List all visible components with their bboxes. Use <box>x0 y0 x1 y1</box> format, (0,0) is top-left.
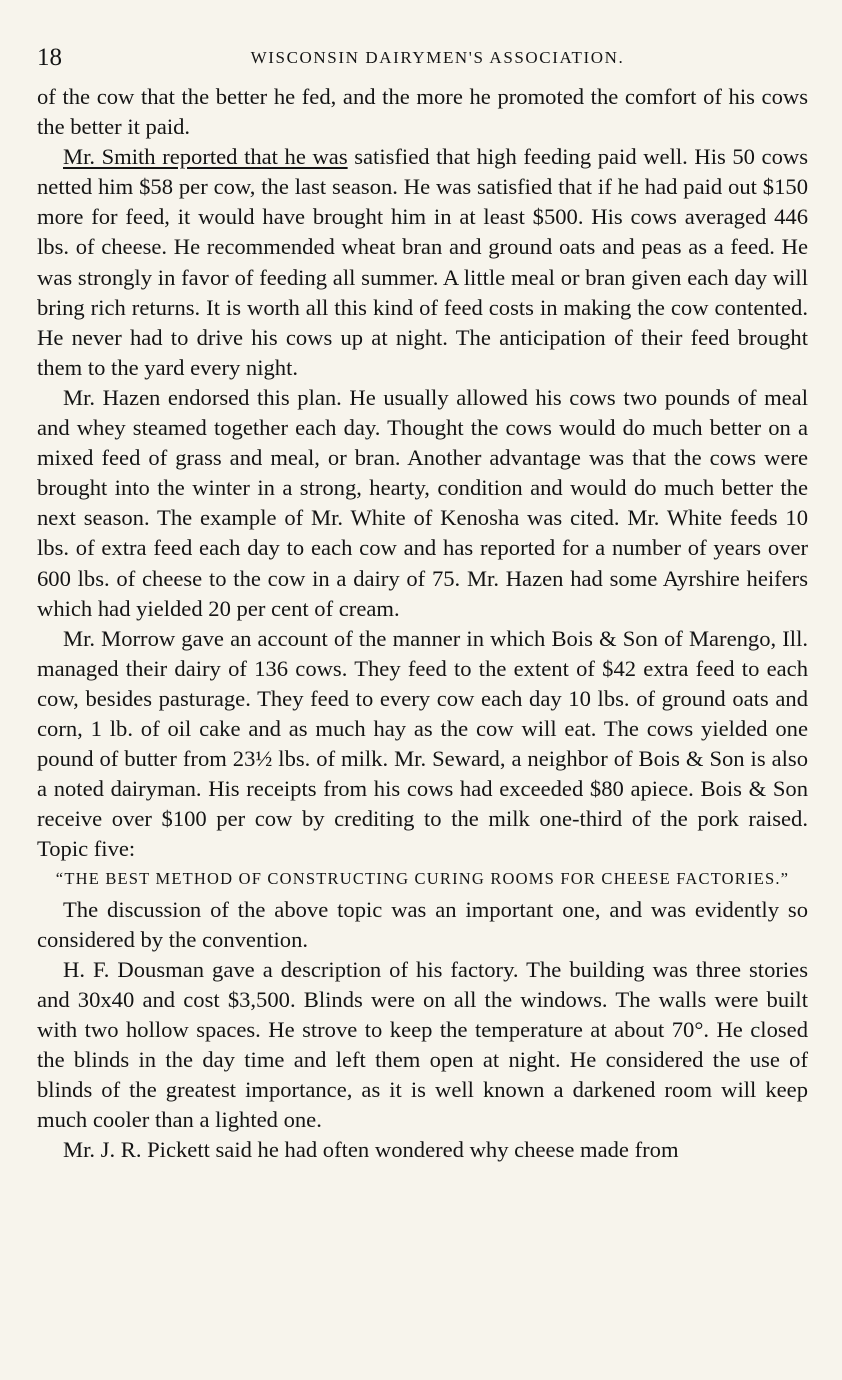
paragraph-dousman: H. F. Dousman gave a description of his factory. The building was three stories and 30x40 and cost $3,500. Blinds were on all the windows. The walls were built with two hollow spaces. He strove to keep the temperature at about 70°. He closed the blinds in the day time and left them open at night. He considered the use of blinds of the greatest importance, as it is well known a darkened room will keep much cooler than a lighted one. <box>37 956 808 1133</box>
paragraph-morrow: Mr. Morrow gave an account of the manner in which Bois & Son of Marengo, Ill. managed their dairy of 136 cows. They feed to the extent of $42 extra feed to each cow, besides pasturage. They feed to every cow each day 10 lbs. of ground oats and corn, 1 lb. of oil cake and as much hay as the cow will eat. The cows yielded one pound of butter from 23½ lbs. of milk. Mr. Seward, a neighbor of Bois & Son is also a noted dairyman. His receipts from his cows had exceeded $80 apiece. Bois & Son receive over $100 per cow by crediting to the milk one-third of the pork raised. Topic five: <box>37 625 808 862</box>
paragraph-continued: of the cow that the better he fed, and the more he promoted the comfort of his cows the better it paid. <box>37 84 808 140</box>
paragraph-discussion: The discussion of the above topic was an important one, and was evidently so considered by the convention. <box>37 896 808 952</box>
topic-heading: “THE BEST METHOD OF CONSTRUCTING CURING ROOMS FOR CHEESE FACTORIES.” <box>55 869 790 889</box>
paragraph-pickett: Mr. J. R. Pickett said he had often wondered why cheese made from <box>63 1137 679 1163</box>
underlined-lead: Mr. Smith reported that he was <box>63 144 348 170</box>
paragraph-hazen: Mr. Hazen endorsed this plan. He usually allowed his cows two pounds of meal and whey steamed together each day. Thought the cows would do much better on a mixed feed of grass and meal, or bran. Another advantage was that the cows were brought into the winter in a strong, hearty, condition and would do much better the next season. The example of Mr. White of Kenosha was cited. Mr. White feeds 10 lbs. of extra feed each day to each cow and has reported for a number of years over 600 lbs. of cheese to the cow in a dairy of 75. Mr. Hazen had some Ayrshire heifers which had yielded 20 per cent of cream. <box>37 384 808 621</box>
running-head: WISCONSIN DAIRYMEN'S ASSOCIATION. <box>250 48 625 67</box>
paragraph-smith-text: satisfied that high feeding paid well. His 50 cows netted him $58 per cow, the last season. He was satisfied that if he had paid out $150 more for feed, it would have brought him in at least $500. His cows averaged 446 lbs. of cheese. He recommended wheat bran and ground oats and peas as a feed. He was strongly in favor of feeding all summer. A little meal or bran given each day will bring rich returns. It is worth all this kind of feed costs in making the cow contented. He never had to drive his cows up at night. The anticipation of their feed brought them to the yard every night. <box>37 144 808 380</box>
page-number: 18 <box>37 44 62 71</box>
body-text <box>37 82 808 1165</box>
paragraph-smith <box>37 142 808 383</box>
page-header <box>37 30 808 82</box>
